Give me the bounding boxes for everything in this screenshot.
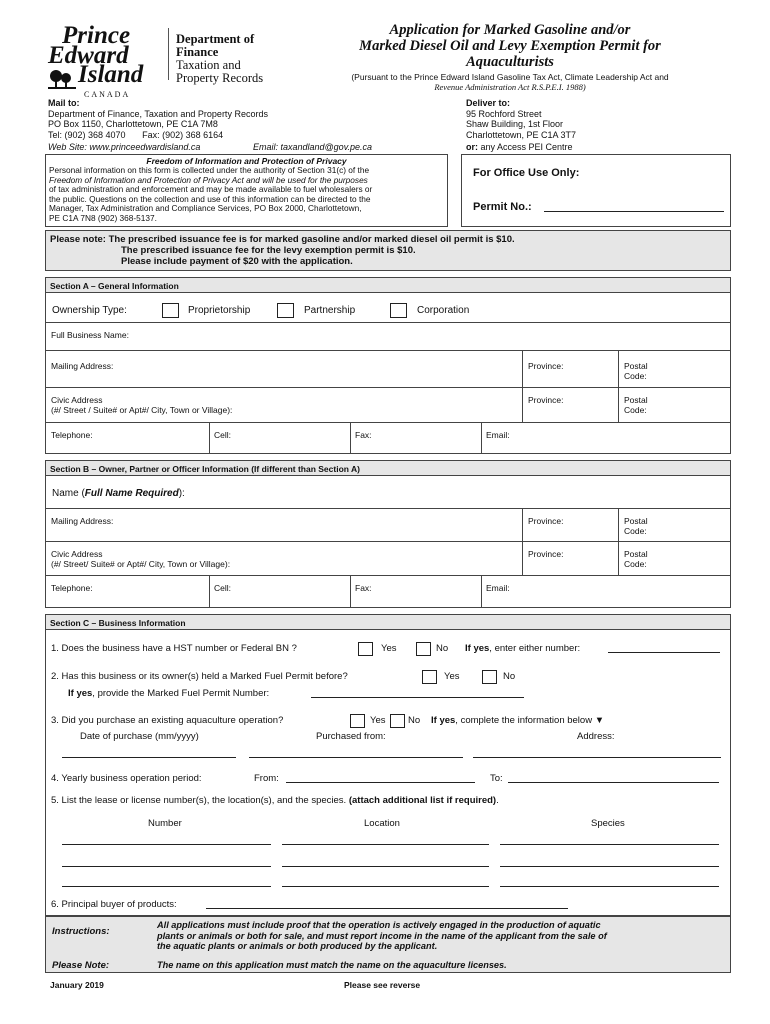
mail-to-tel: Tel: (902) 368 4070 (48, 129, 126, 140)
q1-if-yes-text: , enter either number: (489, 643, 581, 654)
cell-field[interactable] (209, 576, 232, 607)
pursuant-line-1: (Pursuant to the Prince Edward Island Gasoline Tax Act, Climate Leadership Act and (351, 72, 669, 82)
proprietorship-label: Proprietorship (188, 305, 251, 316)
title-line-1: Application for Marked Gasoline and/or (389, 22, 631, 38)
civic-address-row-a (45, 388, 731, 423)
q1-yes-checkbox[interactable] (358, 640, 373, 658)
cell-label: Cell: (214, 583, 232, 593)
from-label: From: (254, 773, 279, 784)
species-field[interactable] (500, 844, 719, 845)
dept-line-1: Department of (176, 32, 255, 46)
email-label: Email: (486, 430, 510, 440)
full-business-name-label: Full Business Name: (51, 330, 129, 340)
hst-number-field[interactable] (608, 652, 720, 653)
location-field[interactable] (282, 844, 489, 845)
or-label: or: (466, 142, 478, 152)
full-name-field[interactable] (45, 476, 731, 509)
deliver-to-heading: Deliver to: (466, 98, 511, 108)
q1-no-checkbox[interactable] (416, 640, 431, 658)
deliver-to-line-3: Charlottetown, PE C1A 3T7 (466, 129, 577, 140)
instructions-text (157, 920, 607, 952)
date-of-purchase-field[interactable] (62, 757, 236, 758)
telephone-label: Telephone: (51, 583, 93, 593)
contact-row-a (45, 423, 731, 454)
civic-line-1: Civic Address (51, 395, 103, 405)
title-line-3: Aquaculturists (466, 54, 554, 70)
purchased-from-field[interactable] (249, 757, 463, 758)
contact-row-b (45, 576, 731, 608)
principal-buyer-field[interactable] (206, 908, 568, 909)
fee-note (45, 230, 731, 271)
civic-line-1: Civic Address (51, 549, 103, 559)
mailing-address-row-b (45, 509, 731, 542)
section-b-heading: Section B – Owner, Partner or Officer Information (If different than Section A) (45, 460, 731, 476)
instructions-box (45, 916, 731, 973)
species-field[interactable] (500, 886, 719, 887)
fee-note-line: The prescribed issuance fee is for marked gasoline and/or marked diesel oil permit is $10. (108, 234, 515, 245)
to-field[interactable] (508, 782, 719, 783)
mail-to-fax: Fax: (902) 368 6164 (142, 129, 224, 140)
or-text: any Access PEI Centre (480, 142, 573, 152)
civic-address-row-b (45, 542, 731, 576)
q3-if-yes-bold: If yes (431, 715, 456, 726)
from-field[interactable] (286, 782, 475, 783)
mailing-address-row-a (45, 351, 731, 388)
foip-line: the public. Questions on the collection and use of this information can be directed to the (49, 193, 371, 204)
species-field[interactable] (500, 866, 719, 867)
postal-code-field[interactable] (618, 542, 648, 575)
section-a-heading: Section A – General Information (45, 277, 731, 293)
license-number-field[interactable] (62, 866, 271, 867)
instructions-label: Instructions: (52, 926, 110, 937)
civic-address-label (51, 549, 230, 569)
logo-country: CANADA (84, 90, 131, 99)
q4-label: 4. Yearly business operation period: (51, 773, 202, 784)
postal-code-label: Postal Code: (624, 395, 648, 415)
q2-if-yes-bold: If yes (68, 688, 93, 699)
dept-line-2: Finance (176, 45, 219, 59)
province-field[interactable] (522, 542, 564, 575)
name-label-start: Name ( (52, 488, 85, 499)
corporation-label: Corporation (417, 305, 470, 316)
mailing-address-label: Mailing Address: (51, 516, 114, 526)
fee-note-line: Please include payment of $20 with the application. (121, 256, 353, 267)
fax-field[interactable] (350, 423, 372, 453)
foip-body (46, 166, 447, 223)
please-note-text: The name on this application must match the name on the aquaculture licenses. (157, 960, 507, 970)
province-label: Province: (528, 361, 564, 371)
mail-to-block (48, 98, 448, 140)
q5-label (51, 795, 499, 807)
province-field[interactable] (522, 509, 564, 541)
mail-to-line-1: Department of Finance, Taxation and Property Records (48, 108, 268, 119)
cell-label: Cell: (214, 430, 232, 440)
q6-label: 6. Principal buyer of products: (51, 899, 177, 910)
civic-line-2: (#/ Street/ Suite# or Apt#/ City, Town or Village): (51, 559, 231, 569)
province-field[interactable] (522, 388, 564, 422)
office-use-heading: For Office Use Only: (473, 167, 580, 179)
marked-fuel-permit-field[interactable] (311, 697, 524, 698)
access-pei-note (466, 142, 573, 153)
website-link[interactable]: Web Site: www.princeedwardisland.ca (48, 142, 201, 152)
logo-word-edward: Edward (48, 42, 129, 69)
q3-yes-label: Yes (370, 715, 386, 726)
footer-see-reverse: Please see reverse (344, 980, 421, 990)
location-field[interactable] (282, 866, 489, 867)
proprietorship-checkbox[interactable] (162, 302, 179, 320)
license-number-field[interactable] (62, 844, 271, 845)
q3-label: 3. Did you purchase an existing aquaculture operation? (51, 715, 284, 726)
email-field[interactable] (481, 576, 510, 607)
q2-no-label: No (503, 671, 516, 682)
q1-yes-label: Yes (381, 643, 397, 654)
email-link[interactable]: Email: taxandland@gov.pe.ca (253, 142, 373, 152)
q5-bold: (attach additional list if required) (348, 795, 497, 806)
q1-label: 1. Does the business have a HST number or Federal BN ? (51, 643, 297, 654)
dept-line-3: Taxation and (176, 58, 241, 72)
title-line-2: Marked Diesel Oil and Levy Exemption Permit for (359, 38, 661, 54)
purchased-from-label: Purchased from: (316, 731, 386, 742)
civic-line-2: (#/ Street / Suite# or Apt#/ City, Town or Village): (51, 405, 233, 415)
species-column-header: Species (591, 818, 625, 829)
to-label: To: (490, 773, 503, 784)
fee-note-lead: Please note: (50, 234, 106, 245)
q3-yes-checkbox[interactable] (350, 712, 365, 730)
logo-divider (168, 28, 169, 80)
office-use-box (461, 154, 731, 227)
deliver-to-line-2: Shaw Building, 1st Floor (466, 119, 564, 129)
corporation-checkbox[interactable] (390, 302, 407, 320)
location-column-header: Location (364, 818, 400, 829)
ownership-row (45, 293, 731, 323)
address-label: Address: (577, 731, 615, 742)
license-number-field[interactable] (62, 886, 271, 887)
foip-line: Personal information on this form is collected under the authority of Section 31(c) of the (49, 165, 370, 175)
q1-no-label: No (436, 643, 449, 654)
permit-no-label: Permit No.: (473, 201, 532, 213)
foip-line: Freedom of Information and Protection of Privacy Act and will be used for the purposes (49, 174, 368, 185)
deliver-to-line-1: 95 Rochford Street (466, 108, 542, 119)
ownership-label: Ownership Type: (52, 305, 127, 316)
email-field[interactable] (481, 423, 510, 453)
q2-if-yes-text: , provide the Marked Fuel Permit Number: (92, 688, 270, 699)
fax-field[interactable] (350, 576, 372, 607)
province-label: Province: (528, 516, 564, 526)
partnership-checkbox[interactable] (277, 302, 294, 320)
q3-no-checkbox[interactable] (390, 712, 405, 730)
q3-if-yes-text: , complete the information below ▼ (455, 715, 605, 726)
q1-if-yes (465, 643, 580, 655)
cell-field[interactable] (209, 423, 232, 453)
please-note-label: Please Note: (52, 960, 110, 971)
section-c-heading: Section C – Business Information (45, 614, 731, 630)
postal-code-field[interactable] (618, 351, 648, 387)
full-business-name-field[interactable] (45, 323, 731, 351)
permit-no-field[interactable] (544, 211, 724, 212)
telephone-label: Telephone: (51, 430, 93, 440)
foip-box (45, 154, 448, 227)
q2-yes-checkbox[interactable] (422, 668, 437, 686)
footer-date: January 2019 (50, 980, 104, 990)
province-field[interactable] (522, 351, 564, 387)
foip-line: of tax administration and enforcement and may be made available to fuel wholesalers or (49, 184, 373, 194)
postal-code-field[interactable] (618, 388, 648, 422)
q2-no-checkbox[interactable] (482, 668, 497, 686)
date-of-purchase-label: Date of purchase (mm/yyyy) (80, 731, 199, 742)
instructions-line: All applications must include proof that the operation is actively engaged in the production of aquatic (157, 920, 601, 930)
q3-no-label: No (408, 715, 421, 726)
foip-line: PE C1A 7N8 (902) 368-5137. (49, 212, 157, 223)
email-label: Email: (486, 583, 510, 593)
postal-code-label: Postal Code: (624, 361, 648, 381)
mailing-address-label: Mailing Address: (51, 361, 114, 371)
instructions-line: the aquatic plants or animals or both produced by the applicant. (157, 941, 438, 951)
tree-icon (44, 64, 80, 90)
q3-if-yes (431, 715, 604, 727)
mail-to-line-2: PO Box 1150, Charlottetown, PE C1A 7M8 (48, 119, 218, 129)
location-field[interactable] (282, 886, 489, 887)
dept-line-4: Property Records (176, 71, 264, 85)
q2-label: 2. Has this business or its owner(s) held a Marked Fuel Permit before? (51, 671, 348, 682)
mail-to-heading: Mail to: (48, 98, 80, 108)
q1-if-yes-bold: If yes (465, 643, 490, 654)
full-name-label (52, 488, 185, 500)
pursuant-line-2: Revenue Administration Act R.S.P.E.I. 1988) (434, 82, 586, 92)
form-title (290, 22, 730, 92)
instructions-line: plants or animals or both for sale, and must report income in the name of the applicant from the sale of (157, 930, 607, 941)
fax-label: Fax: (355, 430, 372, 440)
purchase-address-field[interactable] (473, 757, 721, 758)
partnership-label: Partnership (304, 305, 356, 316)
q5-text: 5. List the lease or license number(s), the location(s), and the species. (51, 795, 347, 806)
q2-yes-label: Yes (444, 671, 460, 682)
foip-heading: Freedom of Information and Protection of Privacy (146, 156, 347, 166)
logo-word-island: Island (78, 61, 144, 88)
number-column-header: Number (148, 818, 182, 829)
postal-code-field[interactable] (618, 509, 648, 541)
deliver-to-block (466, 98, 726, 140)
province-label: Province: (528, 549, 564, 559)
logo-word-prince: Prince (62, 22, 131, 49)
postal-code-label: Postal Code: (624, 549, 648, 569)
civic-address-label (51, 395, 232, 415)
name-label-bold: Full Name Required (84, 488, 179, 499)
postal-code-label: Postal Code: (624, 516, 648, 536)
q2-sub-label (68, 688, 269, 700)
q5-end: . (496, 795, 499, 806)
department-name (176, 33, 263, 85)
fee-note-line: The prescribed issuance fee for the levy exemption permit is $10. (121, 245, 416, 256)
fax-label: Fax: (355, 583, 372, 593)
foip-line: Manager, Tax Administration and Compliance Services, PO Box 2000, Charlottetown, (49, 203, 362, 213)
province-label: Province: (528, 395, 564, 405)
name-label-end: ): (178, 488, 185, 499)
